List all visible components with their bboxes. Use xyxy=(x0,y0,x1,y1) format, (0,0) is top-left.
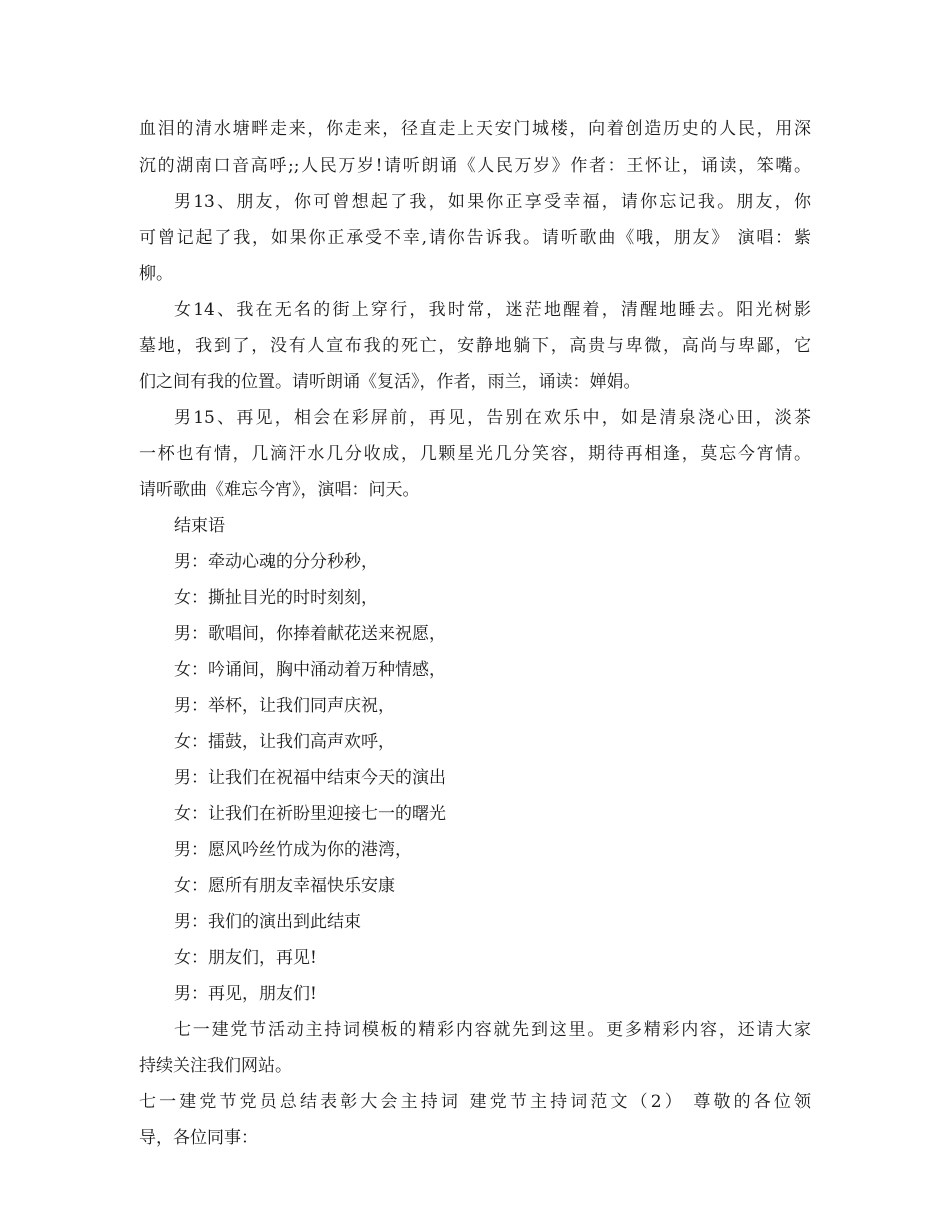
dialogue-line: 男：让我们在祝福中结束今天的演出 xyxy=(174,768,446,788)
body-line: 请听歌曲《难忘今宵》，演唱：问天。 xyxy=(139,480,420,500)
body-line: 七一建党节活动主持词模板的精彩内容就先到这里。更多精彩内容，还请大家 xyxy=(174,1020,811,1040)
body-line: 墓地，我到了，没有人宣布我的死亡，安静地躺下，高贵与卑微，高尚与卑鄙，它 xyxy=(139,336,811,356)
body-line: 女14、我在无名的街上穿行，我时常，迷茫地醒着，清醒地睡去。阳光树影 xyxy=(174,300,811,320)
dialogue-line: 男：再见，朋友们! xyxy=(174,984,317,1004)
body-line: 柳。 xyxy=(139,264,173,284)
section-heading: 结束语 xyxy=(174,516,225,536)
body-line: 可曾记起了我，如果你正承受不幸,请你告诉我。请听歌曲《哦，朋友》 演唱：紫 xyxy=(139,228,811,248)
body-line: 男13、朋友，你可曾想起了我，如果你正享受幸福，请你忘记我。朋友，你 xyxy=(174,192,811,212)
dialogue-line: 女：愿所有朋友幸福快乐安康 xyxy=(174,876,395,896)
body-line: 导，各位同事： xyxy=(139,1128,258,1148)
dialogue-line: 女：吟诵间，胸中涌动着万种情感， xyxy=(174,660,446,680)
dialogue-line: 男：举杯，让我们同声庆祝， xyxy=(174,696,395,716)
dialogue-line: 女：撕扯目光的时时刻刻， xyxy=(174,588,378,608)
body-line: 血泪的清水塘畔走来，你走来，径直走上天安门城楼，向着创造历史的人民，用深 xyxy=(139,119,811,139)
body-line: 男15、再见，相会在彩屏前，再见，告别在欢乐中，如是清泉浇心田，淡茶 xyxy=(174,408,811,428)
dialogue-line: 男：牵动心魂的分分秒秒， xyxy=(174,552,378,572)
dialogue-line: 男：我们的演出到此结束 xyxy=(174,912,361,932)
dialogue-line: 女：擂鼓，让我们高声欢呼， xyxy=(174,732,395,752)
body-line: 沉的湖南口音高呼;;人民万岁!请听朗诵《人民万岁》作者：王怀让，诵读，笨嘴。 xyxy=(139,156,811,176)
body-line: 们之间有我的位置。请听朗诵《复活》，作者，雨兰，诵读：婵娟。 xyxy=(139,372,641,392)
dialogue-line: 男：歌唱间，你捧着献花送来祝愿， xyxy=(174,624,446,644)
dialogue-line: 女：让我们在祈盼里迎接七一的曙光 xyxy=(174,804,446,824)
dialogue-line: 女：朋友们，再见! xyxy=(174,948,317,968)
body-line: 一杯也有情，几滴汗水几分收成，几颗星光几分笑容，期待再相逢，莫忘今宵情。 xyxy=(139,444,811,464)
dialogue-line: 男：愿风吟丝竹成为你的港湾， xyxy=(174,840,412,860)
body-line: 持续关注我们网站。 xyxy=(139,1056,292,1076)
body-line: 七一建党节党员总结表彰大会主持词 建党节主持词范文（2） 尊敬的各位领 xyxy=(139,1092,811,1112)
